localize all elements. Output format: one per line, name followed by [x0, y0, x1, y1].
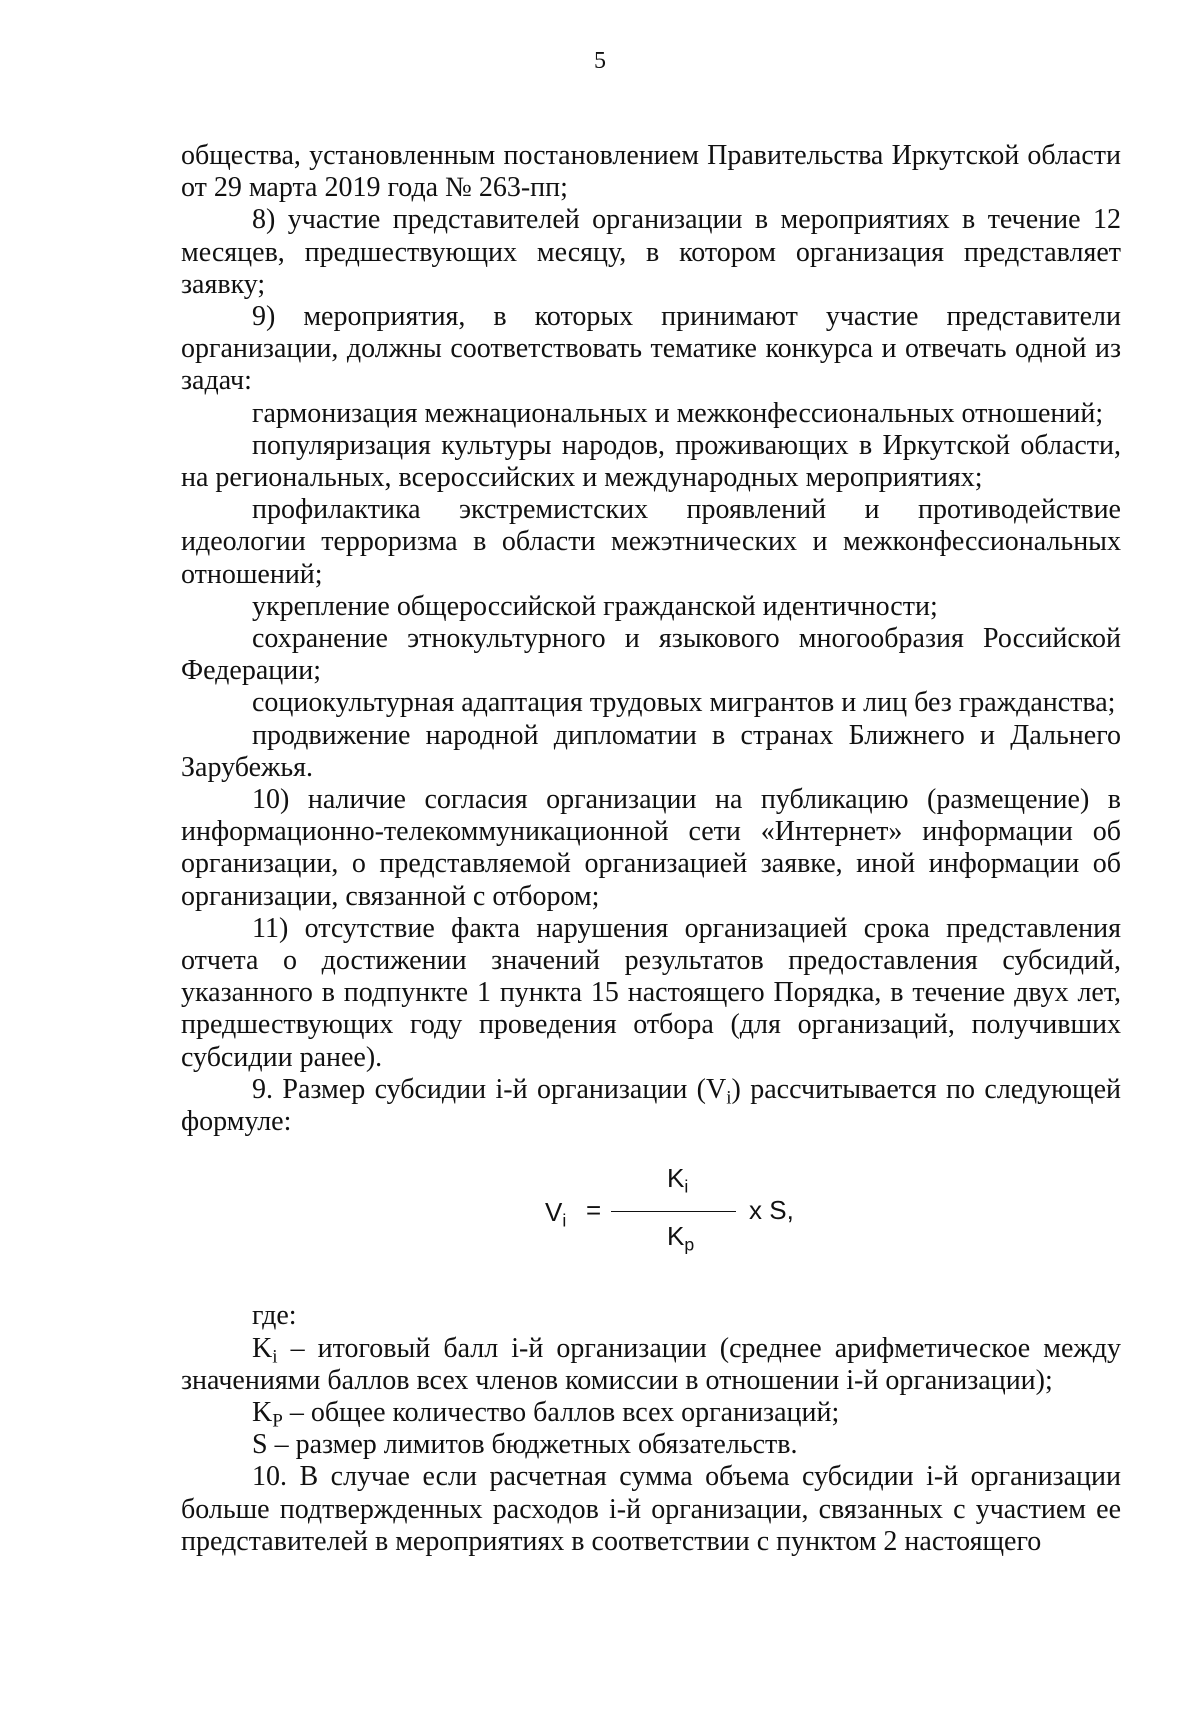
- where-label: где:: [252, 1300, 297, 1332]
- page-number: 5: [594, 48, 606, 74]
- text-span: K: [252, 1332, 273, 1364]
- task-item: гармонизация межнациональных и межконфессиональных отношений;: [252, 397, 1104, 429]
- text-span: V: [545, 1197, 563, 1228]
- task-item: сохранение этнокультурного и языкового многообразия Российской Федерации;: [181, 623, 1121, 687]
- text-span: – общее количество баллов всех организаций;: [282, 1396, 840, 1428]
- text-span: 9. Размер субсидии i-й организации (V: [252, 1073, 727, 1105]
- subscript: i: [684, 1176, 689, 1197]
- text-span: ) рассчитывается по следующей формуле:: [181, 1073, 1122, 1138]
- text-span: K: [252, 1396, 273, 1428]
- subscript: i: [272, 1346, 278, 1368]
- task-item: социокультурная адаптация трудовых мигрантов и лиц без гражданства;: [252, 687, 1116, 719]
- fraction-bar: [611, 1211, 736, 1212]
- task-item: профилактика экстремистских проявлений и противодействие идеологии терроризма в области межэтнических и межконфессиональных отношений;: [181, 494, 1121, 590]
- paragraph-item-9: 9) мероприятия, в которых принимают участие представители организации, должны соответствовать тематике конкурса и отвечать одной из задач:: [181, 301, 1121, 397]
- text-span: K: [667, 1163, 685, 1194]
- paragraph-item-11: 11) отсутствие факта нарушения организацией срока представления отчета о достижении значений результатов предоставления субсидий, указанного в подпункте 1 пункта 15 настоящего Порядка, в течение двух лет, предшествующих году проведения отбора (для организаций, получивших субсидии ранее).: [181, 912, 1121, 1073]
- definition-s: S – размер лимитов бюджетных обязательств.: [252, 1429, 798, 1461]
- subscript: p: [684, 1234, 695, 1255]
- paragraph: общества, установленным постановлением Правительства Иркутской области от 29 марта 2019 года № 263-пп;: [181, 140, 1121, 204]
- paragraph-point-10: 10. В случае если расчетная сумма объема субсидии i-й организации больше подтвержденных расходов i-й организации, связанных с участием ее представителей в мероприятиях в соответствии с пунктом 2 настоящего: [181, 1461, 1121, 1557]
- subscript: i: [562, 1210, 567, 1231]
- formula-denominator: [667, 1220, 695, 1255]
- task-item: продвижение народной дипломатии в странах Ближнего и Дальнего Зарубежья.: [181, 719, 1121, 783]
- text-span: – итоговый балл i-й организации (среднее арифметическое между значениями баллов всех членов комиссии в отношении i-й организации);: [181, 1332, 1121, 1396]
- paragraph-point-9: [181, 1074, 1121, 1138]
- paragraph-item-8: 8) участие представителей организации в мероприятиях в течение 12 месяцев, предшествующих месяцу, в котором организация представляет заявку;: [181, 204, 1121, 300]
- paragraph-item-10: 10) наличие согласия организации на публикацию (размещение) в информационно-телекоммуникационной сети «Интернет» информации об организации, о представляемой организацией заявке, иной информации об организации, связанной с отбором;: [181, 784, 1121, 912]
- task-item: популяризация культуры народов, проживающих в Иркутской области, на региональных, всероссийских и международных мероприятиях;: [181, 429, 1121, 494]
- text-span: K: [667, 1221, 685, 1252]
- subscript: i: [726, 1087, 732, 1109]
- formula-lhs: [545, 1196, 567, 1231]
- subscript: P: [272, 1410, 283, 1432]
- document-body: [181, 140, 1121, 1558]
- task-item: укрепление общероссийской гражданской идентичности;: [252, 590, 938, 622]
- definition-kp: [181, 1396, 1121, 1432]
- definition-ki: [181, 1333, 1121, 1397]
- subsidy-formula: [181, 1158, 1121, 1278]
- formula-tail: x S,: [749, 1195, 794, 1226]
- formula-numerator: [667, 1162, 689, 1197]
- formula-equals: =: [586, 1195, 602, 1226]
